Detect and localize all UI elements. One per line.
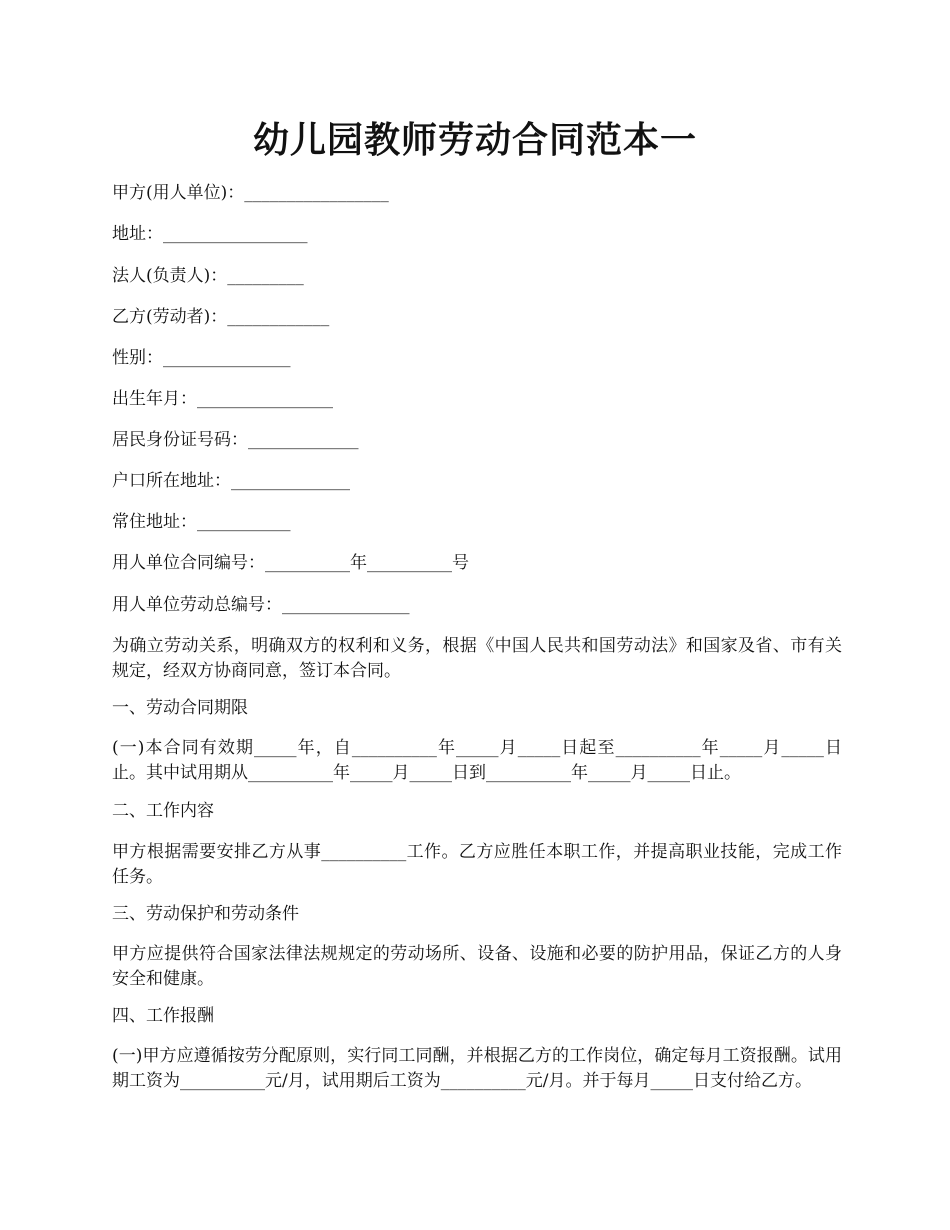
field-id-number: 居民身份证号码：_____________ [112, 430, 359, 450]
field-residential-address: 常住地址：___________ [112, 512, 291, 532]
field-birth-date: 出生年月：________________ [112, 389, 333, 409]
field-employer: 甲方(用人单位)：_________________ [112, 183, 389, 203]
field-labor-number: 用人单位劳动总编号：_______________ [112, 595, 410, 615]
intro-paragraph: 为确立劳动关系，明确双方的权利和义务，根据《中国人民共和国劳动法》和国家及省、市有关规定，经双方协商同意，签订本合同。 [112, 636, 842, 681]
section-3-heading: 三、劳动保护和劳动条件 [112, 904, 299, 924]
section-4-heading: 四、工作报酬 [112, 1006, 214, 1026]
section-2-paragraph: 甲方根据需要安排乙方从事__________工作。乙方应胜任本职工作，并提高职业技能，完成工作任务。 [112, 842, 842, 887]
field-address: 地址：_________________ [112, 224, 308, 244]
document-title: 幼儿园教师劳动合同范本一 [252, 119, 697, 161]
section-3-paragraph: 甲方应提供符合国家法律法规规定的劳动场所、设备、设施和必要的防护用品，保证乙方的人身安全和健康。 [112, 944, 842, 989]
field-household-address: 户口所在地址：______________ [112, 471, 350, 491]
field-contract-number: 用人单位合同编号：__________年__________号 [112, 553, 469, 573]
section-1-paragraph: (一)本合同有效期_____年，自__________年_____月_____日起至__________年_____月_____日止。其中试用期从__________年_____月_____日到__________年_____月_____日止。 [112, 738, 842, 783]
field-employee: 乙方(劳动者)：____________ [112, 307, 330, 327]
field-gender: 性别：_______________ [112, 348, 291, 368]
section-1-heading: 一、劳动合同期限 [112, 698, 248, 718]
field-legal-representative: 法人(负责人)：_________ [112, 266, 304, 286]
section-4-paragraph: (一)甲方应遵循按劳分配原则，实行同工同酬，并根据乙方的工作岗位，确定每月工资报酬。试用期工资为__________元/月，试用期后工资为__________元/月。并于每月_____日支付给乙方。 [112, 1046, 842, 1091]
section-2-heading: 二、工作内容 [112, 801, 214, 821]
